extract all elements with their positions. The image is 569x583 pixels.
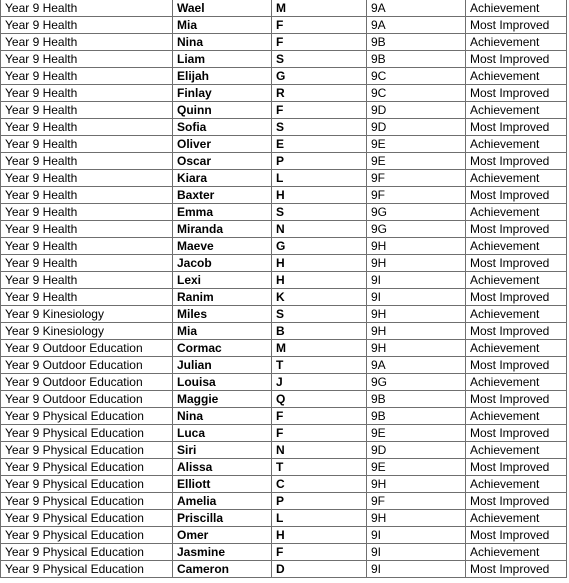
table-row [1,357,567,374]
cell-award[interactable]: Most Improved [466,493,567,510]
table-row [1,255,567,272]
cell-class[interactable]: 9H [367,306,466,323]
cell-name[interactable]: Elijah [173,68,272,85]
cell-subject[interactable]: Year 9 Health [1,136,173,153]
cell-award[interactable]: Achievement [466,374,567,391]
table-row [1,391,567,408]
cell-award[interactable]: Achievement [466,306,567,323]
cell-award[interactable]: Achievement [466,476,567,493]
cell-subject[interactable]: Year 9 Physical Education [1,561,173,578]
cell-class[interactable]: 9E [367,459,466,476]
cell-name[interactable]: Quinn [173,102,272,119]
cell-class[interactable]: 9I [367,272,466,289]
cell-award[interactable]: Most Improved [466,119,567,136]
cell-award[interactable]: Achievement [466,272,567,289]
cell-class[interactable]: 9H [367,510,466,527]
table-row [1,85,567,102]
cell-subject[interactable]: Year 9 Health [1,0,173,17]
cell-class[interactable]: 9E [367,136,466,153]
cell-award[interactable]: Most Improved [466,425,567,442]
cell-award[interactable]: Most Improved [466,85,567,102]
cell-subject[interactable]: Year 9 Health [1,17,173,34]
cell-subject[interactable]: Year 9 Health [1,187,173,204]
cell-initial[interactable]: S [272,119,367,136]
cell-class[interactable]: 9E [367,153,466,170]
cell-initial[interactable]: N [272,442,367,459]
cell-initial[interactable]: G [272,238,367,255]
cell-initial[interactable]: H [272,527,367,544]
cell-name[interactable]: Luca [173,425,272,442]
cell-name[interactable]: Siri [173,442,272,459]
cell-award[interactable]: Most Improved [466,187,567,204]
cell-initial[interactable]: L [272,510,367,527]
cell-class[interactable]: 9B [367,391,466,408]
cell-award[interactable]: Achievement [466,442,567,459]
cell-name[interactable]: Wael [173,0,272,17]
cell-award[interactable]: Most Improved [466,561,567,578]
cell-subject[interactable]: Year 9 Physical Education [1,459,173,476]
cell-subject[interactable]: Year 9 Health [1,221,173,238]
cell-name[interactable]: Cormac [173,340,272,357]
table-row [1,527,567,544]
cell-name[interactable]: Alissa [173,459,272,476]
cell-award[interactable]: Most Improved [466,459,567,476]
table-row [1,323,567,340]
cell-award[interactable]: Most Improved [466,357,567,374]
cell-name[interactable]: Emma [173,204,272,221]
cell-award[interactable]: Achievement [466,34,567,51]
table-row [1,561,567,578]
cell-class[interactable]: 9C [367,85,466,102]
cell-award[interactable]: Achievement [466,0,567,17]
cell-initial[interactable]: F [272,408,367,425]
cell-name[interactable]: Lexi [173,272,272,289]
cell-class[interactable]: 9C [367,68,466,85]
cell-name[interactable]: Sofia [173,119,272,136]
table-row [1,306,567,323]
cell-class[interactable]: 9I [367,544,466,561]
table-row [1,408,567,425]
cell-class[interactable]: 9B [367,34,466,51]
cell-subject[interactable]: Year 9 Physical Education [1,442,173,459]
cell-initial[interactable]: T [272,459,367,476]
cell-class[interactable]: 9I [367,561,466,578]
table-row [1,153,567,170]
cell-initial[interactable]: H [272,187,367,204]
cell-subject[interactable]: Year 9 Health [1,204,173,221]
cell-award[interactable]: Achievement [466,170,567,187]
cell-subject[interactable]: Year 9 Health [1,170,173,187]
cell-subject[interactable]: Year 9 Health [1,238,173,255]
table-row [1,442,567,459]
cell-subject[interactable]: Year 9 Health [1,102,173,119]
cell-name[interactable]: Baxter [173,187,272,204]
table-row [1,459,567,476]
cell-name[interactable]: Mia [173,17,272,34]
table-row [1,51,567,68]
cell-name[interactable]: Miles [173,306,272,323]
cell-award[interactable]: Achievement [466,510,567,527]
cell-initial[interactable]: L [272,170,367,187]
cell-subject[interactable]: Year 9 Outdoor Education [1,374,173,391]
cell-name[interactable]: Liam [173,51,272,68]
cell-award[interactable]: Most Improved [466,527,567,544]
cell-name[interactable]: Mia [173,323,272,340]
cell-initial[interactable]: G [272,68,367,85]
cell-name[interactable]: Oscar [173,153,272,170]
cell-name[interactable]: Elliott [173,476,272,493]
table-row [1,340,567,357]
cell-name[interactable]: Finlay [173,85,272,102]
cell-subject[interactable]: Year 9 Kinesiology [1,323,173,340]
table-row [1,34,567,51]
cell-name[interactable]: Miranda [173,221,272,238]
table-row [1,119,567,136]
cell-award[interactable]: Achievement [466,68,567,85]
cell-initial[interactable]: S [272,204,367,221]
cell-initial[interactable]: F [272,102,367,119]
cell-subject[interactable]: Year 9 Physical Education [1,425,173,442]
cell-award[interactable]: Achievement [466,204,567,221]
cell-class[interactable]: 9A [367,17,466,34]
cell-class[interactable]: 9G [367,374,466,391]
cell-initial[interactable]: P [272,153,367,170]
cell-class[interactable]: 9D [367,442,466,459]
table-row [1,170,567,187]
cell-award[interactable]: Most Improved [466,323,567,340]
cell-subject[interactable]: Year 9 Physical Education [1,527,173,544]
cell-class[interactable]: 9B [367,408,466,425]
cell-subject[interactable]: Year 9 Health [1,68,173,85]
cell-subject[interactable]: Year 9 Health [1,153,173,170]
cell-initial[interactable]: C [272,476,367,493]
cell-initial[interactable]: D [272,561,367,578]
cell-subject[interactable]: Year 9 Health [1,51,173,68]
cell-initial[interactable]: Q [272,391,367,408]
cell-class[interactable]: 9H [367,340,466,357]
cell-name[interactable]: Nina [173,34,272,51]
cell-subject[interactable]: Year 9 Physical Education [1,476,173,493]
cell-award[interactable]: Achievement [466,544,567,561]
cell-subject[interactable]: Year 9 Physical Education [1,544,173,561]
cell-initial[interactable]: J [272,374,367,391]
cell-initial[interactable]: M [272,0,367,17]
cell-award[interactable]: Achievement [466,340,567,357]
cell-subject[interactable]: Year 9 Health [1,119,173,136]
cell-award[interactable]: Most Improved [466,221,567,238]
cell-class[interactable]: 9F [367,187,466,204]
cell-subject[interactable]: Year 9 Outdoor Education [1,357,173,374]
cell-class[interactable]: 9A [367,0,466,17]
table-row [1,136,567,153]
cell-name[interactable]: Maggie [173,391,272,408]
cell-award[interactable]: Achievement [466,102,567,119]
cell-name[interactable]: Omer [173,527,272,544]
cell-initial[interactable]: R [272,85,367,102]
cell-class[interactable]: 9A [367,357,466,374]
cell-subject[interactable]: Year 9 Health [1,34,173,51]
cell-award[interactable]: Achievement [466,136,567,153]
cell-initial[interactable]: S [272,51,367,68]
cell-award[interactable]: Most Improved [466,17,567,34]
table-row [1,0,567,17]
cell-initial[interactable]: T [272,357,367,374]
cell-name[interactable]: Jasmine [173,544,272,561]
cell-subject[interactable]: Year 9 Health [1,289,173,306]
cell-class[interactable]: 9F [367,493,466,510]
cell-class[interactable]: 9F [367,170,466,187]
cell-name[interactable]: Ranim [173,289,272,306]
cell-class[interactable]: 9H [367,476,466,493]
cell-class[interactable]: 9H [367,255,466,272]
table-row [1,221,567,238]
cell-initial[interactable]: F [272,34,367,51]
cell-initial[interactable]: F [272,425,367,442]
table-row [1,510,567,527]
cell-class[interactable]: 9B [367,51,466,68]
table-row [1,289,567,306]
cell-name[interactable]: Priscilla [173,510,272,527]
cell-initial[interactable]: N [272,221,367,238]
cell-subject[interactable]: Year 9 Physical Education [1,510,173,527]
cell-class[interactable]: 9D [367,102,466,119]
cell-subject[interactable]: Year 9 Physical Education [1,408,173,425]
cell-initial[interactable]: F [272,544,367,561]
table-row [1,544,567,561]
cell-award[interactable]: Most Improved [466,255,567,272]
cell-subject[interactable]: Year 9 Health [1,85,173,102]
table-row [1,493,567,510]
spreadsheet-body [1,0,567,578]
cell-name[interactable]: Cameron [173,561,272,578]
cell-name[interactable]: Kiara [173,170,272,187]
cell-class[interactable]: 9H [367,323,466,340]
cell-class[interactable]: 9D [367,119,466,136]
cell-subject[interactable]: Year 9 Kinesiology [1,306,173,323]
table-row [1,425,567,442]
cell-initial[interactable]: K [272,289,367,306]
cell-initial[interactable]: P [272,493,367,510]
cell-class[interactable]: 9I [367,289,466,306]
cell-initial[interactable]: S [272,306,367,323]
cell-name[interactable]: Maeve [173,238,272,255]
cell-award[interactable]: Achievement [466,408,567,425]
cell-name[interactable]: Julian [173,357,272,374]
cell-award[interactable]: Most Improved [466,289,567,306]
cell-award[interactable]: Most Improved [466,51,567,68]
table-row [1,476,567,493]
table-row [1,17,567,34]
table-row [1,374,567,391]
cell-initial[interactable]: H [272,272,367,289]
cell-class[interactable]: 9G [367,204,466,221]
table-row [1,102,567,119]
cell-initial[interactable]: M [272,340,367,357]
cell-initial[interactable]: F [272,17,367,34]
cell-subject[interactable]: Year 9 Health [1,255,173,272]
cell-class[interactable]: 9E [367,425,466,442]
cell-subject[interactable]: Year 9 Outdoor Education [1,391,173,408]
cell-award[interactable]: Most Improved [466,153,567,170]
cell-class[interactable]: 9I [367,527,466,544]
cell-name[interactable]: Oliver [173,136,272,153]
cell-name[interactable]: Nina [173,408,272,425]
table-row [1,204,567,221]
cell-name[interactable]: Louisa [173,374,272,391]
cell-subject[interactable]: Year 9 Physical Education [1,493,173,510]
table-row [1,238,567,255]
table-row [1,68,567,85]
cell-name[interactable]: Amelia [173,493,272,510]
table-row [1,272,567,289]
cell-name[interactable]: Jacob [173,255,272,272]
table-row [1,187,567,204]
cell-award[interactable]: Most Improved [466,391,567,408]
cell-initial[interactable]: H [272,255,367,272]
cell-class[interactable]: 9G [367,221,466,238]
cell-initial[interactable]: E [272,136,367,153]
cell-initial[interactable]: B [272,323,367,340]
cell-subject[interactable]: Year 9 Health [1,272,173,289]
cell-subject[interactable]: Year 9 Outdoor Education [1,340,173,357]
cell-award[interactable]: Achievement [466,238,567,255]
cell-class[interactable]: 9H [367,238,466,255]
